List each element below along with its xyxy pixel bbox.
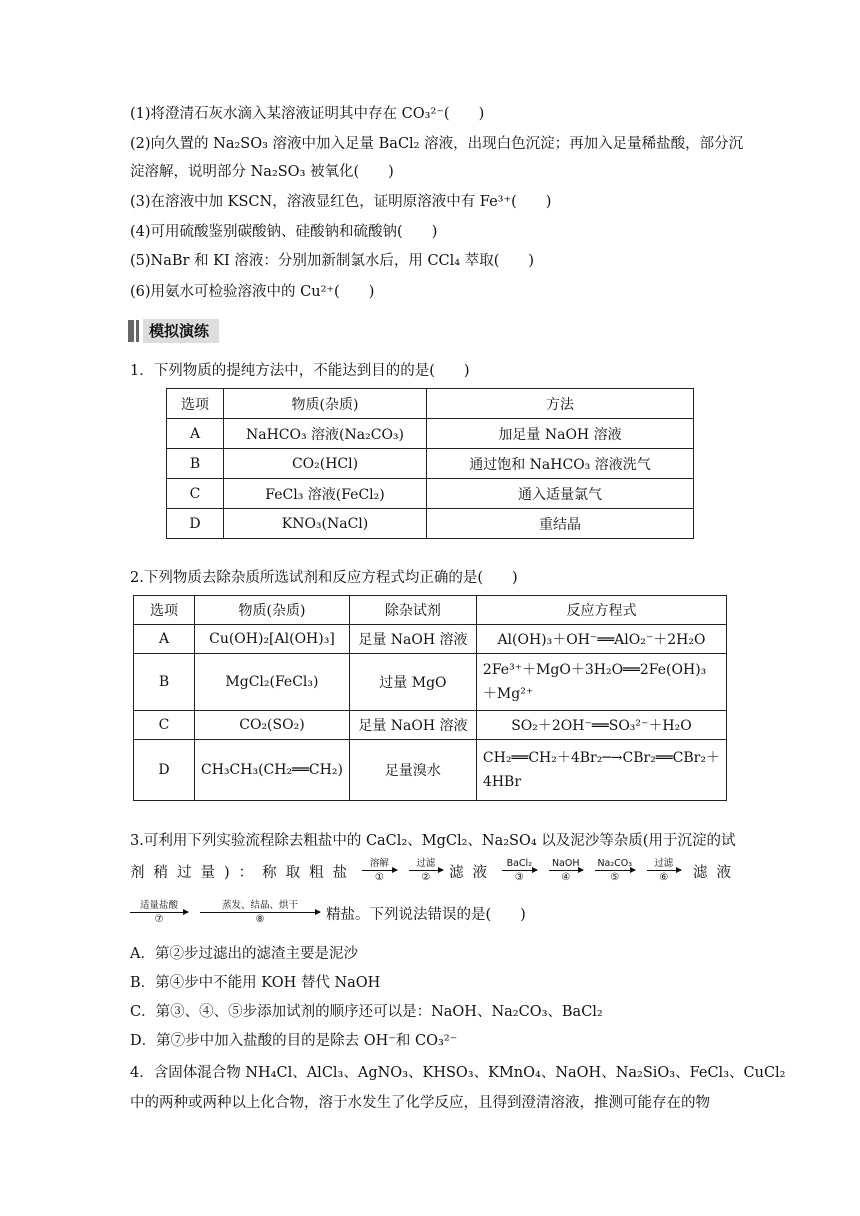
judge-item-3: (3)在溶液中加 KSCN，溶液显红色，证明原溶液中有 Fe³⁺( ) <box>130 194 552 210</box>
table-header: 反应方程式 <box>476 596 726 625</box>
judge-item-2-line1: (2)向久置的 Na₂SO₃ 溶液中加入足量 BaCl₂ 溶液，出现白色沉淀；再加入足量稀盐酸，部分沉 <box>130 136 744 152</box>
table-header-row <box>134 596 727 625</box>
table-row <box>167 509 694 539</box>
problem-3-stem-end: 精盐。下列说法错误的是( ) <box>326 907 526 923</box>
table-cell: CH₂══CH₂＋4Br₂─→CBr₂══CBr₂＋4HBr <box>476 740 726 801</box>
table-cell: 通入适量氯气 <box>427 479 694 509</box>
table-cell: KNO₃(NaCl) <box>224 509 427 539</box>
heading-bar-icon <box>136 320 139 342</box>
option-b: B．第④步中不能用 KOH 替代 NaOH <box>130 975 381 991</box>
table-cell: A <box>134 625 195 654</box>
table-header: 选项 <box>134 596 195 625</box>
table-cell: 重结晶 <box>427 509 694 539</box>
flow-arrow-2: 过滤 ② <box>409 858 443 888</box>
table-header-row <box>167 389 694 419</box>
table-row <box>167 479 694 509</box>
table-cell: 通过饱和 NaHCO₃ 溶液洗气 <box>427 449 694 479</box>
heading-bar-icon <box>128 320 134 342</box>
table-cell: Cu(OH)₂[Al(OH)₃] <box>195 625 350 654</box>
problem-4-stem-line1: 4．含固体混合物 NH₄Cl、AlCl₃、AgNO₃、KHSO₃、KMnO₄、NaOH、Na₂SiO₃、FeCl₃、CuCl₂ <box>130 1065 786 1081</box>
judge-item-5: (5)NaBr 和 KI 溶液：分别加新制氯水后，用 CCl₄ 萃取( ) <box>130 253 535 269</box>
flow-arrow-7: 适量盐酸 ⑦ <box>130 900 188 930</box>
table-cell: B <box>134 654 195 711</box>
problem-3-flow-line2 <box>130 898 740 932</box>
table-row <box>134 654 727 711</box>
filtrate-label: 滤液 <box>449 865 497 881</box>
table-cell: MgCl₂(FeCl₃) <box>195 654 350 711</box>
table-cell: CO₂(HCl) <box>224 449 427 479</box>
problem-3-stem-line2: 剂稍过量)：称取粗盐 <box>130 865 357 881</box>
table-cell: 足量 NaOH 溶液 <box>349 711 476 740</box>
table-cell: C <box>134 711 195 740</box>
problem-2-stem: 2.下列物质去除杂质所选试剂和反应方程式均正确的是( ) <box>130 570 518 586</box>
problem-1-stem: 1．下列物质的提纯方法中，不能达到目的的是( ) <box>130 363 470 379</box>
table-header: 物质(杂质) <box>195 596 350 625</box>
flow-arrow-6: 过滤 ⑥ <box>647 858 681 888</box>
table-cell: D <box>167 509 224 539</box>
table-header: 物质(杂质) <box>224 389 427 419</box>
judge-item-4: (4)可用硫酸鉴别碳酸钠、硅酸钠和硫酸钠( ) <box>130 224 438 240</box>
judge-item-1: (1)将澄清石灰水滴入某溶液证明其中存在 CO₃²⁻( ) <box>130 106 485 122</box>
option-a: A．第②步过滤出的滤渣主要是泥沙 <box>130 946 358 962</box>
table-cell: 足量溴水 <box>349 740 476 801</box>
table-header: 除杂试剂 <box>349 596 476 625</box>
flow-arrow-1: 溶解 ① <box>362 858 396 888</box>
flow-arrow-5: Na₂CO₃ ⑤ <box>595 858 635 888</box>
table-header: 方法 <box>427 389 694 419</box>
filtrate-label: 滤液 <box>693 865 741 881</box>
table-row <box>167 419 694 449</box>
problem-4-stem-line2: 中的两种或两种以上化合物，溶于水发生了化学反应，且得到澄清溶液，推测可能存在的物 <box>130 1095 710 1111</box>
problem-2-table <box>133 595 727 801</box>
table-cell: Al(OH)₃＋OH⁻══AlO₂⁻＋2H₂O <box>476 625 726 654</box>
table-cell: B <box>167 449 224 479</box>
problem-3-stem-line1: 3.可利用下列实验流程除去粗盐中的 CaCl₂、MgCl₂、Na₂SO₄ 以及泥沙等杂质(用于沉淀的试 <box>130 833 736 849</box>
problem-1-table <box>166 388 694 539</box>
table-cell: A <box>167 419 224 449</box>
option-c: C．第③、④、⑤步添加试剂的顺序还可以是：NaOH、Na₂CO₃、BaCl₂ <box>130 1004 603 1020</box>
option-d: D．第⑦步中加入盐酸的目的是除去 OH⁻和 CO₃²⁻ <box>130 1033 458 1049</box>
table-cell: FeCl₃ 溶液(FeCl₂) <box>224 479 427 509</box>
table-cell: 过量 MgO <box>349 654 476 711</box>
flow-arrow-8: 蒸发、结晶、烘干 ⑧ <box>200 900 320 930</box>
section-title: 模拟演练 <box>143 319 219 343</box>
table-row <box>134 625 727 654</box>
table-row <box>134 740 727 801</box>
problem-3-flow-line1 <box>130 856 740 890</box>
table-row <box>134 711 727 740</box>
flow-arrow-4: NaOH ④ <box>549 858 583 888</box>
table-cell: 加足量 NaOH 溶液 <box>427 419 694 449</box>
table-cell: 2Fe³⁺＋MgO＋3H₂O══2Fe(OH)₃＋Mg²⁺ <box>476 654 726 711</box>
table-cell: CH₃CH₃(CH₂══CH₂) <box>195 740 350 801</box>
table-cell: NaHCO₃ 溶液(Na₂CO₃) <box>224 419 427 449</box>
judge-item-6: (6)用氨水可检验溶液中的 Cu²⁺( ) <box>130 284 375 300</box>
table-row <box>167 449 694 479</box>
table-cell: CO₂(SO₂) <box>195 711 350 740</box>
table-cell: C <box>167 479 224 509</box>
table-cell: D <box>134 740 195 801</box>
table-cell: 足量 NaOH 溶液 <box>349 625 476 654</box>
section-heading <box>128 319 219 343</box>
table-header: 选项 <box>167 389 224 419</box>
judge-item-2-line2: 淀溶解，说明部分 Na₂SO₃ 被氧化( ) <box>130 164 394 180</box>
table-cell: SO₂＋2OH⁻══SO₃²⁻＋H₂O <box>476 711 726 740</box>
flow-arrow-3: BaCl₂ ③ <box>502 858 536 888</box>
